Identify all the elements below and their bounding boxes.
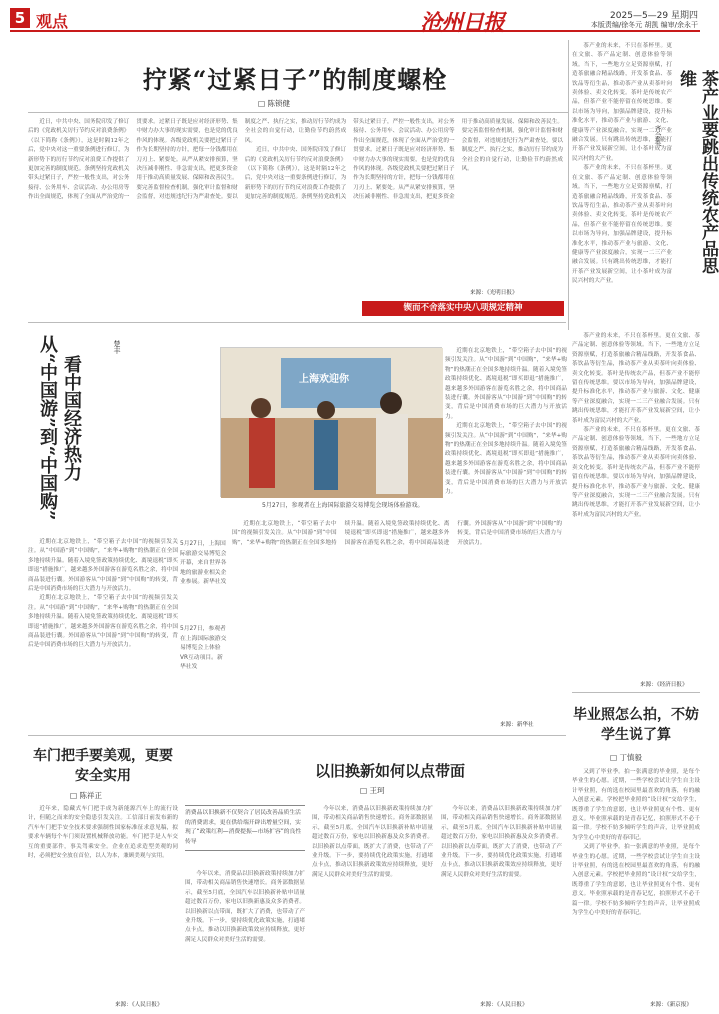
main-article-rule xyxy=(28,112,568,113)
expo-photo xyxy=(220,347,442,497)
grad-article-byline: □ 丁慎毅 xyxy=(610,752,642,763)
editors-line: 本版责编/徐冬元 胡凯 编审/余永干 xyxy=(590,21,698,29)
car-article-paragraph: 近年来，隐藏式车门把手成为新能源汽车上的流行设计，但随之而来的安全隐患引发关注。工信部日前发布新的汽车车门把手安全技术要求强制性国家标准征求意见稿，拟要求车辆每个车门须设置机械释放功能。车门把手是人车交互的重要部件，事关驾乘安全。企业在追求造型美观的同时，必须把安全放在首位，以人为本，兼顾美观与实用。 xyxy=(28,806,178,860)
tradein-article-body-2 xyxy=(312,805,562,1000)
travel-article-subtitle: 看中国经济热力 xyxy=(61,355,82,481)
main-article-paragraph: 近日，中共中央、国务院印发了修订后的《党政机关厉行节约反对浪费条例》（以下简称《条例》），这是时隔12年之后，党中央对这一重要条例进行修订，为新形势下的厉行节约反对浪费工作提供了更加完善的制度规范。条例坚持党政机关带头过紧日子，严控一般性支出，对公务接待、公务用车、会议活动、办公用房等作出全面规范，体现了全面从严治党的一贯要求。过紧日子既是应对经济形势、集中财力办大事的现实需要，也是党的优良作风的体现。各级党政机关要把过紧日子作为长期坚持的方针，把每一分钱都用在刀刃上、紧要处。从严从紧安排预算，坚决压减非刚性、非急需支出，把更多资金用于推动高质量发展、保障和改善民生。要完善监督检查机制，强化审计监督和财会监督，对违规违纪行为严肃查处。要以制度之严、执行之实，推动厉行节约成为全社会的自觉行动，让勤俭节约蔚然成风。 xyxy=(28,119,347,201)
grad-article-body xyxy=(572,768,700,998)
tea-article-continued-paragraph-2: 茶产业的未来，不只在茶杯里。更在文旅、茶产品定制、创意体验等领域。当下，一些地方立足资源禀赋，打造茶旅融合精品线路，开发茶食品、茶饮品等衍生品，推动茶产业从卖茶叶向卖体验、卖文化转变。茶叶是传统农产品，但茶产业不能停留在传统思维。要以市场为导向，加强品牌建设，提升标准化水平，推动茶产业与旅游、文化、健康等产业深度融合，实现一二三产业融合发展。只有跳出传统思维，才能打开茶产业发展新空间，让小茶叶成为富民兴村的大产业。 xyxy=(572,427,700,518)
car-article-byline: □ 陈祥正 xyxy=(70,790,102,801)
expo-photo-sign: 上海欢迎你 xyxy=(299,374,349,385)
section-name: 观点 xyxy=(36,12,69,31)
travel-article-right-column xyxy=(445,347,567,692)
photo-caption: 5月27日，参观者在上海国际旅游交易博览会现场体验游戏。 xyxy=(262,502,424,509)
travel-article-paragraph: 近期在北京地铁上，“带空箱子去中国”的视频引发关注。从“中国游”到“中国购”，“来华+购物”的热潮正在全国多地持续升温。随着入境免签政策持续优化、离境退税“即买即退”措施推广，越来越多外国游客在游览名胜之余，将中国商品装进行囊。外国游客从“中国游”到“中国购”的转变，背后是中国消费市场的巨大潜力与开放活力。 xyxy=(28,539,178,593)
travel-article-right-paragraph: 近期在北京地铁上，“带空箱子去中国”的视频引发关注。从“中国游”到“中国购”，“来华+购物”的热潮正在全国多地持续升温。随着入境免签政策持续优化、离境退税“即买即退”措施推广，越来越多外国游客在游览名胜之余，将中国商品装进行囊。外国游客从“中国游”到“中国购”的转变，背后是中国消费市场的巨大潜力与开放活力。 xyxy=(445,348,567,420)
tea-article-source: 来源：《经济日报》 xyxy=(640,682,688,688)
grad-article-source: 来源：《新京报》 xyxy=(650,1002,692,1008)
car-article-title: 车门把手要美观，更要安全实用 xyxy=(33,748,173,784)
tradein-pull-quote: 消费品以旧换新不仅契合了居民改善品质生活的消费需求，更在供给端开辟出增量空间，实现了“政策红利—消费提振—市场扩容”的良性传导 xyxy=(185,805,305,851)
tradein-article-body-1 xyxy=(185,870,305,1000)
travel-article-paragraph-2: 近期在北京地铁上，“带空箱子去中国”的视频引发关注。从“中国游”到“中国购”，“来华+购物”的热潮正在全国多地持续升温。随着入境免签政策持续优化、离境退税“即买即退”措施推广，越来越多外国游客在游览名胜之余，将中国商品装进行囊。外国游客从“中国游”到“中国购”的转变，背后是中国消费市场的巨大潜力与开放活力。 xyxy=(28,595,178,649)
travel-article-source: 来源：新华社 xyxy=(500,722,534,728)
policy-banner: 锲而不舍落实中央八项规定精神 xyxy=(362,301,564,316)
tea-article-paragraph: 茶产业的未来，不只在茶杯里。更在文旅、茶产品定制、创意体验等领域。当下，一些地方立足资源禀赋，打造茶旅融合精品线路，开发茶食品、茶饮品等衍生品，推动茶产业从卖茶叶向卖体验、卖文化转变。茶叶是传统农产品，但茶产业不能停留在传统思维。要以市场为导向，加强品牌建设，提升标准化水平，推动茶产业与旅游、文化、健康等产业深度融合，实现一二三产业融合发展。只有跳出传统思维，才能打开茶产业发展新空间，让小茶叶成为富民兴村的大产业。 xyxy=(572,43,672,162)
tradein-article-paragraph-3: 今年以来，消费品以旧换新政策持续加力扩围，带动相关商品销售快速增长。商务部数据显示，截至5月底，全国汽车以旧换新补贴申请量超过数百万份，家电以旧换新惠及众多消费者。以旧换新以点带面，既扩大了消费，也带动了产业升级。下一步，要持续优化政策实施，打通堵点卡点，推动以旧换新政策效应持续释放，更好满足人民群众对美好生活的需要。 xyxy=(441,806,562,878)
main-article-paragraph-2: 近日，中共中央、国务院印发了修订后的《党政机关厉行节约反对浪费条例》（以下简称《条例》），这是时隔12年之后，党中央对这一重要条例进行修订，为新形势下的厉行节约反对浪费工作提供了更加完善的制度规范。条例坚持党政机关带头过紧日子，严控一般性支出，对公务接待、公务用车、会议活动、办公用房等作出全面规范，体现了全面从严治党的一贯要求。过紧日子既是应对经济形势、集中财力办大事的现实需要，也是党的优良作风的体现。各级党政机关要把过紧日子作为长期坚持的方针，把每一分钱都用在刀刃上、紧要处。从严从紧安排预算，坚决压减非刚性、非急需支出，把更多资金用于推动高质量发展、保障和改善民生。要完善监督检查机制，强化审计监督和财会监督，对违规违纪行为严肃查处。要以制度之严、执行之实，推动厉行节约成为全社会的自觉行动，让勤俭节约蔚然成风。 xyxy=(244,119,563,201)
main-article-source: 来源：《光明日报》 xyxy=(470,290,518,296)
page-number: 5 xyxy=(10,8,30,28)
travel-article-byline: 楚丰 xyxy=(113,340,121,354)
bottom-rule xyxy=(28,735,566,736)
tea-article-paragraph-2: 茶产业的未来，不只在茶杯里。更在文旅、茶产品定制、创意体验等领域。当下，一些地方立足资源禀赋，打造茶旅融合精品线路，开发茶食品、茶饮品等衍生品，推动茶产业从卖茶叶向卖体验、卖文化转变。茶叶是传统农产品，但茶产业不能停留在传统思维。要以市场为导向，加强品牌建设，提升标准化水平，推动茶产业与旅游、文化、健康等产业深度融合，实现一二三产业融合发展。只有跳出传统思维，才能打开茶产业发展新空间，让小茶叶成为富民兴村的大产业。 xyxy=(572,165,672,285)
travel-article-lower-paragraph: 近期在北京地铁上，“带空箱子去中国”的视频引发关注。从“中国游”到“中国购”，“来华+购物”的热潮正在全国多地持续升温。随着入境免签政策持续优化、离境退税“即买即退”措施推广，越来越多外国游客在游览名胜之余，将中国商品装进行囊。外国游客从“中国游”到“中国购”的转变，背后是中国消费市场的巨大潜力与开放活力。 xyxy=(232,521,562,546)
tradein-article-byline: □ 王珂 xyxy=(360,785,384,796)
issue-date: 2025—5—29 星期四 xyxy=(610,11,698,21)
tradein-article-paragraph: 今年以来，消费品以旧换新政策持续加力扩围，带动相关商品销售快速增长。商务部数据显示，截至5月底，全国汽车以旧换新补贴申请量超过数百万份，家电以旧换新惠及众多消费者。以旧换新以点带面，既扩大了消费，也带动了产业升级。下一步，要持续优化政策实施，打通堵点卡点，推动以旧换新政策效应持续释放，更好满足人民群众对美好生活的需要。 xyxy=(185,871,305,943)
tea-article-body xyxy=(572,42,672,328)
tea-article-continued xyxy=(572,332,700,622)
photo-note-2: 5月27日，参观者在上海国际旅游交易博览会上体验VR互动项目。新华社发 xyxy=(180,626,227,670)
tea-article-continued-paragraph: 茶产业的未来，不只在茶杯里。更在文旅、茶产品定制、创意体验等领域。当下，一些地方立足资源禀赋，打造茶旅融合精品线路，开发茶食品、茶饮品等衍生品，推动茶产业从卖茶叶向卖体验、卖文化转变。茶叶是传统农产品，但茶产业不能停留在传统思维。要以市场为导向，加强品牌建设，提升标准化水平，推动茶产业与旅游、文化、健康等产业深度融合，实现一二三产业融合发展。只有跳出传统思维，才能打开茶产业发展新空间，让小茶叶成为富民兴村的大产业。 xyxy=(572,333,700,424)
grad-article-paragraph-2: 又到了毕业季。拍一张满意的毕业照，是每个毕业生的心愿。近期，一些学校尝试让学生自主设计毕业照，有的选在校园里最喜欢的角落，有的融入创意元素。学校把毕业照的“设计权”交给学生，既尊重了学生的意愿，也让毕业照更有个性、更有意义。毕业照承载的是青春记忆，拍照形式不必千篇一律。学校不妨多倾听学生的声音，让毕业照成为学生心中美好的青春印记。 xyxy=(572,844,700,917)
tradein-article-source: 来源：《人民日报》 xyxy=(480,1002,528,1008)
main-article-title: 拧紧“过紧日子”的制度螺栓 xyxy=(142,65,448,94)
travel-article-title: 从“中国游”到“中国购” xyxy=(37,335,58,521)
main-article-byline: □ 陈锁健 xyxy=(258,98,290,109)
grad-article-title: 毕业照怎么拍，不妨学生说了算 xyxy=(573,707,699,743)
column-divider xyxy=(568,40,569,330)
grad-article-rule xyxy=(572,692,700,693)
tea-article-byline: 齐会英 xyxy=(654,125,662,146)
photo-note-1: 5月27日，上海国际旅游交易博览会开幕，来自世界各地的旅游业相关企业参展。新华社发 xyxy=(180,541,227,585)
tradein-article-paragraph-2: 今年以来，消费品以旧换新政策持续加力扩围，带动相关商品销售快速增长。商务部数据显示，截至5月底，全国汽车以旧换新补贴申请量超过数百万份，家电以旧换新惠及众多消费者。以旧换新以点带面，既扩大了消费，也带动了产业升级。下一步，要持续优化政策实施，打通堵点卡点，推动以旧换新政策效应持续释放，更好满足人民群众对美好生活的需要。 xyxy=(312,806,433,878)
tradein-article-title: 以旧换新如何以点带面 xyxy=(314,762,465,780)
travel-article-right-paragraph-2: 近期在北京地铁上，“带空箱子去中国”的视频引发关注。从“中国游”到“中国购”，“来华+购物”的热潮正在全国多地持续升温。随着入境免签政策持续优化、离境退税“即买即退”措施推广，越来越多外国游客在游览名胜之余，将中国商品装进行囊。外国游客从“中国游”到“中国购”的转变，背后是中国消费市场的巨大潜力与开放活力。 xyxy=(445,423,567,496)
paper-logo: 沧州日报 xyxy=(420,10,505,36)
car-article-body xyxy=(28,805,178,1000)
car-article-source: 来源：《人民日报》 xyxy=(115,1002,163,1008)
section-rule xyxy=(28,322,566,323)
masthead xyxy=(10,8,700,36)
tea-article-title: 茶产业要跳出传统农产品思维 xyxy=(676,70,718,274)
main-article-body xyxy=(28,118,563,298)
grad-article-paragraph: 又到了毕业季。拍一张满意的毕业照，是每个毕业生的心愿。近期，一些学校尝试让学生自主设计毕业照，有的选在校园里最喜欢的角落，有的融入创意元素。学校把毕业照的“设计权”交给学生，既尊重了学生的意愿，也让毕业照更有个性、更有意义。毕业照承载的是青春记忆，拍照形式不必千篇一律。学校不妨多倾听学生的声音，让毕业照成为学生心中美好的青春印记。 xyxy=(572,769,700,841)
